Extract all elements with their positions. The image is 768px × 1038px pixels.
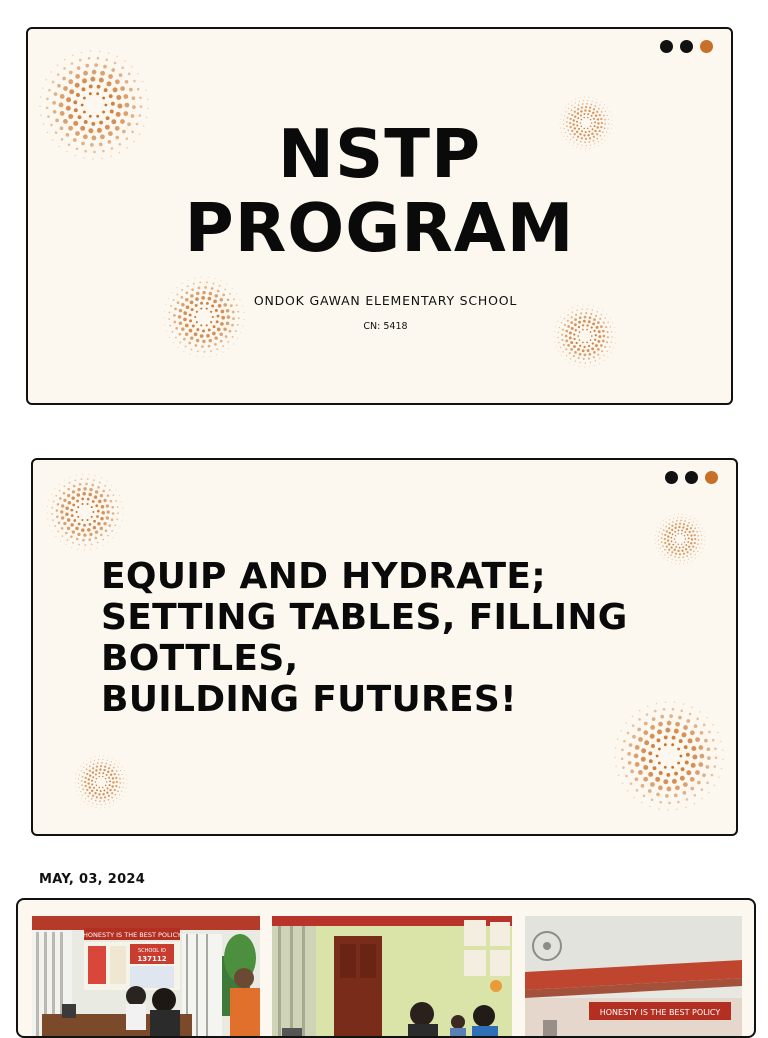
halftone-burst-icon [162,275,246,359]
dot-orange [705,471,718,484]
dot-black-1 [665,471,678,484]
dot-orange [700,40,713,53]
halftone-burst-icon [552,303,618,369]
photo-gallery-card [16,898,756,1038]
sign-school-id: SCHOOL ID [138,948,166,954]
headline [101,556,706,720]
headline-slide-card [31,458,738,836]
sign-honesty: HONESTY IS THE BEST POLICY [599,1008,721,1017]
halftone-burst-icon [73,754,129,810]
school-name: ONDOK GAWAN ELEMENTARY SCHOOL [253,293,518,308]
photo-ceiling-sign [525,916,742,1038]
title-slide-card [26,27,733,405]
title-line-2: PROGRAM [184,189,575,267]
photo-classroom [272,916,512,1038]
dot-black-1 [660,40,673,53]
window-dots-icon [660,40,713,53]
photo-office-meeting [32,916,260,1038]
dot-black-2 [685,471,698,484]
date-label: MAY, 03, 2024 [39,872,146,887]
dot-black-2 [680,40,693,53]
headline-line-1: EQUIP AND HYDRATE; [101,556,546,597]
school-cn: CN: 5418 [363,321,408,332]
halftone-burst-icon [45,472,125,552]
sign-school-id-number: 137112 [137,955,167,963]
sign-honesty: HONESTY IS THE BEST POLICY [83,931,181,939]
title-line-1: NSTP [277,115,482,193]
headline-line-2: SETTING TABLES, FILLING [101,597,628,638]
page-title [28,117,731,265]
headline-line-4: BUILDING FUTURES! [101,679,517,720]
window-dots-icon [665,471,718,484]
headline-line-3: BOTTLES, [101,638,299,679]
